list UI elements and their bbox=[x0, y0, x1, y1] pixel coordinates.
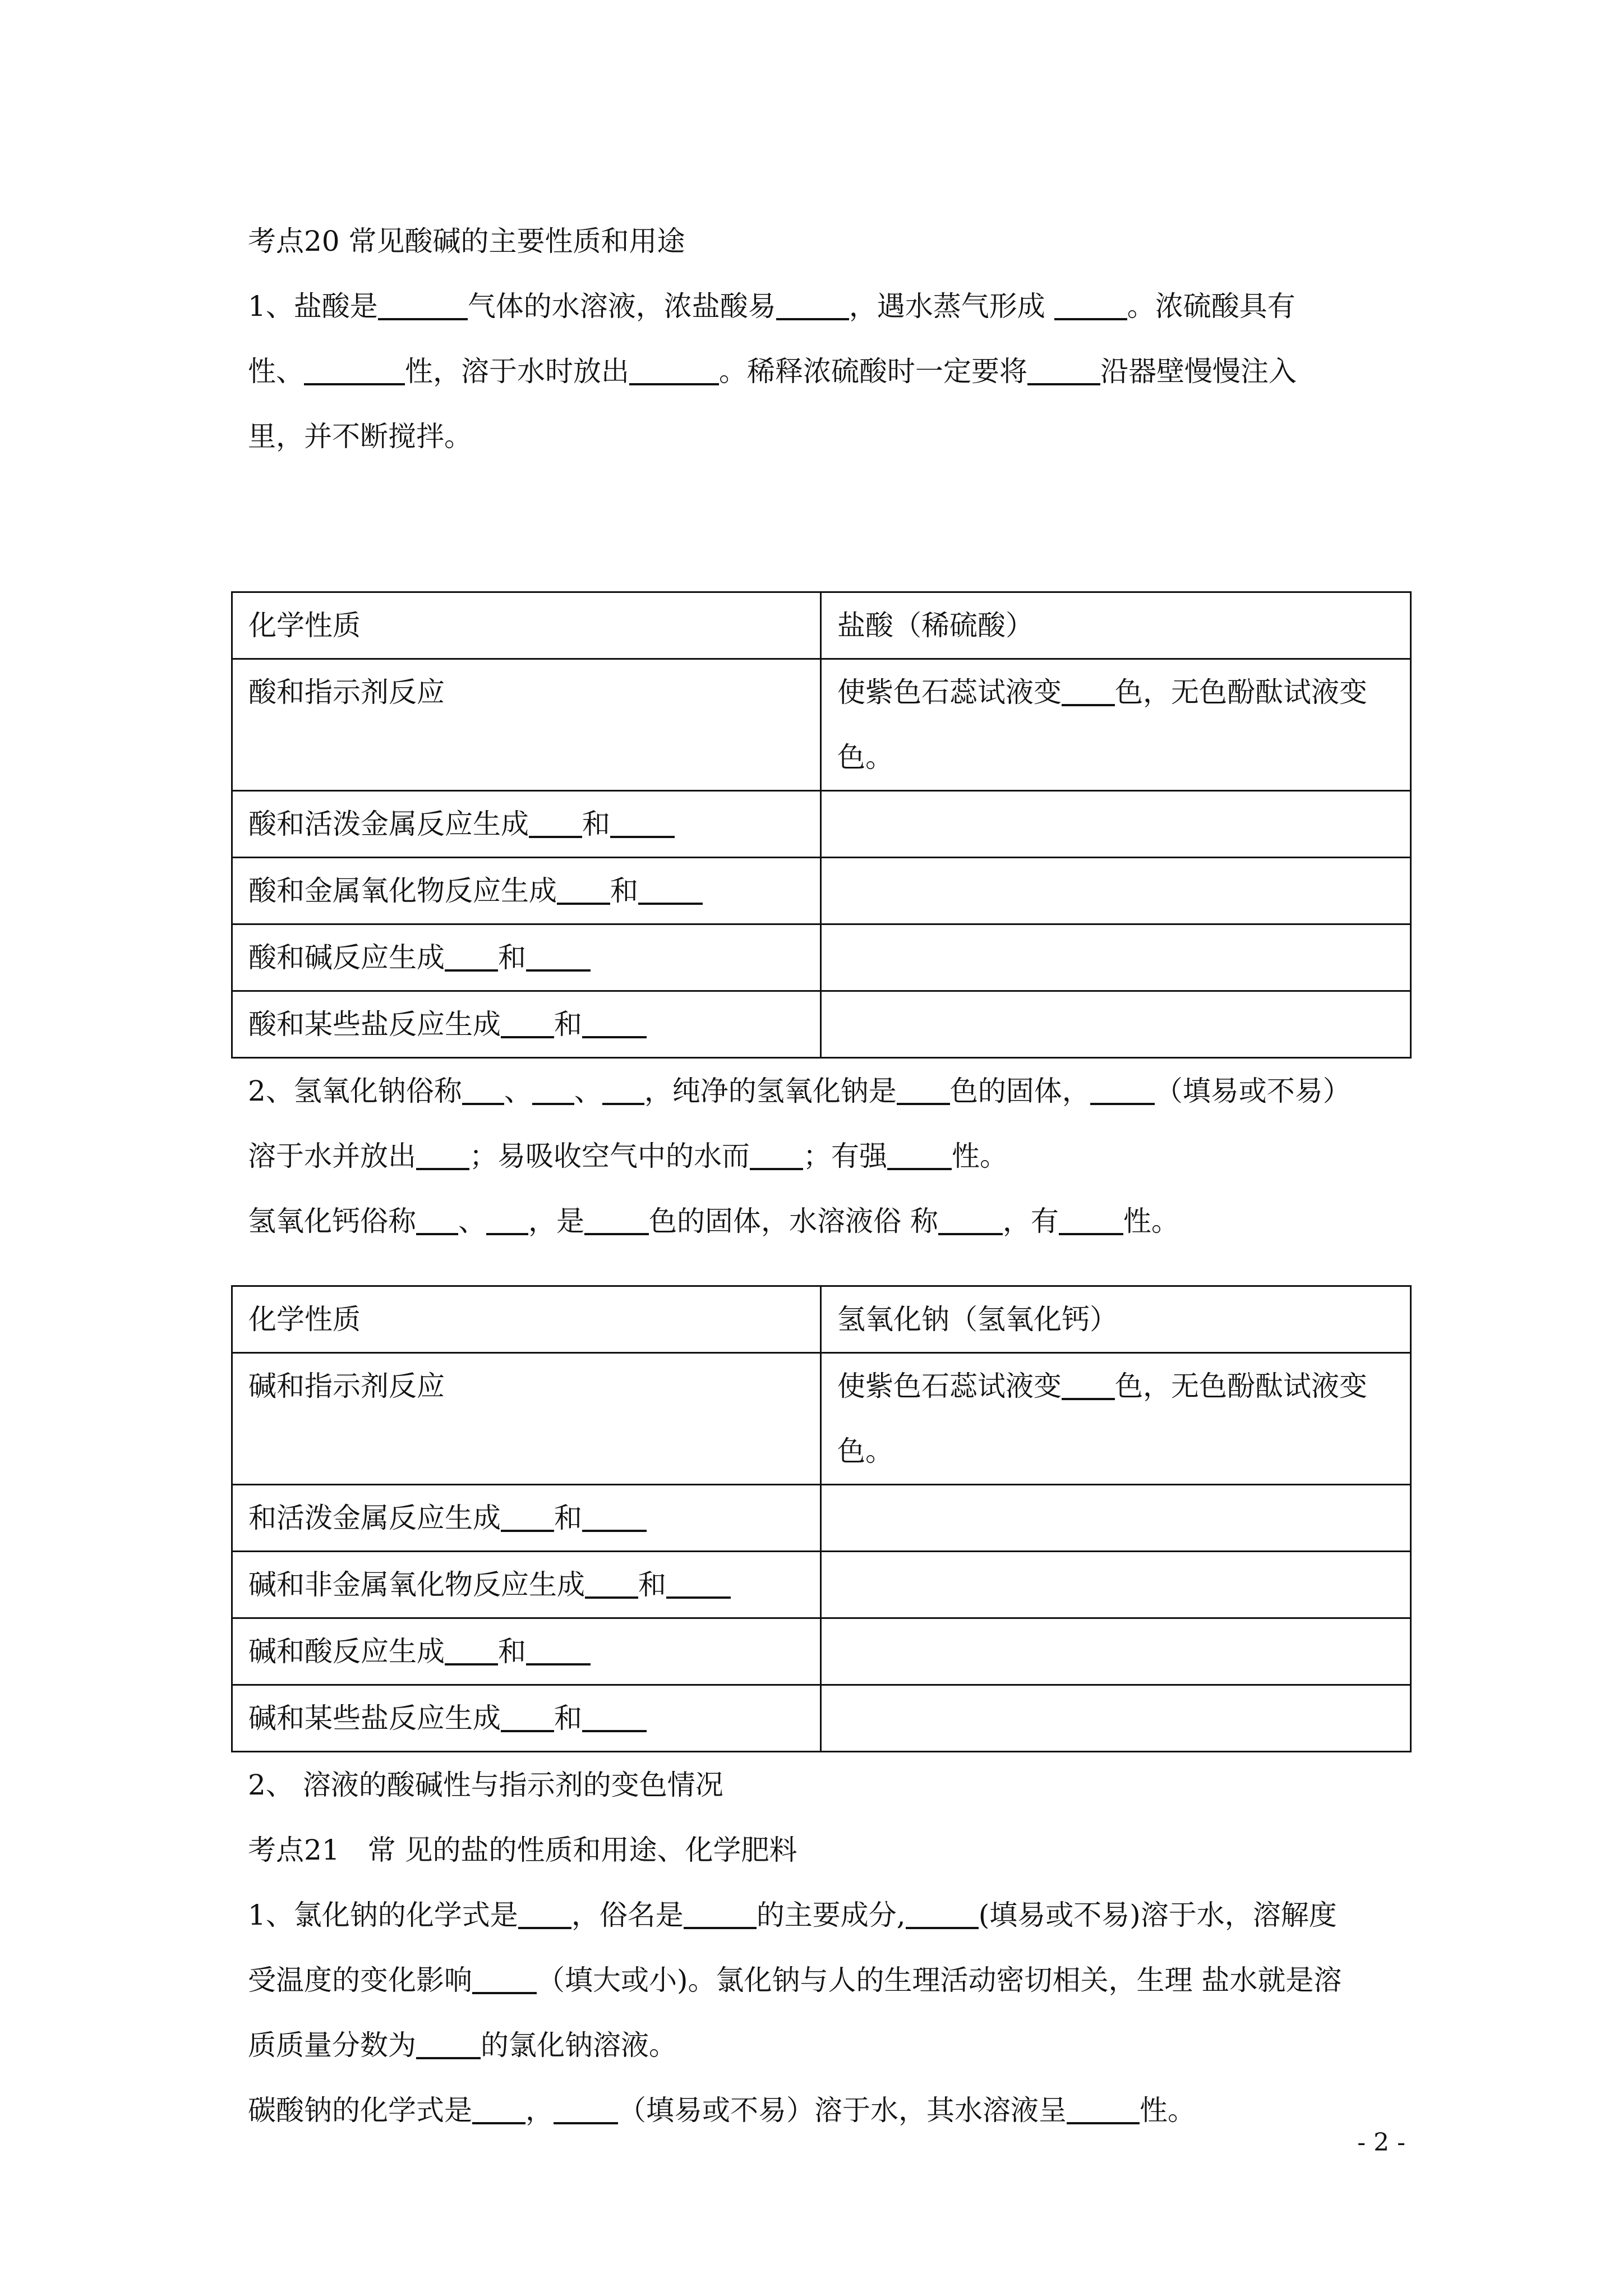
paragraph-sodium-hydroxide-line2: 溶于水并放出 ；易吸收空气中的水而 ；有强 性。 bbox=[248, 1124, 1403, 1189]
paragraph-calcium-hydroxide: 氢氧化钙俗称 、 ，是 色的固体，水溶液俗 称 ，有 性。 bbox=[248, 1189, 1403, 1254]
blank[interactable] bbox=[584, 1200, 649, 1235]
blank[interactable] bbox=[1054, 286, 1127, 320]
blank[interactable] bbox=[582, 1004, 647, 1038]
heading-topic-20: 考点20 常见酸碱的主要性质和用途 bbox=[248, 225, 685, 257]
blank[interactable] bbox=[501, 1004, 554, 1038]
blank[interactable] bbox=[666, 1564, 731, 1599]
blank[interactable] bbox=[526, 937, 591, 972]
blank[interactable] bbox=[557, 870, 610, 905]
blank[interactable] bbox=[445, 1631, 498, 1665]
blank[interactable] bbox=[1067, 2090, 1140, 2124]
blank[interactable] bbox=[1027, 351, 1100, 385]
table-row bbox=[232, 1685, 1411, 1752]
blank[interactable] bbox=[462, 1070, 504, 1105]
blank[interactable] bbox=[776, 286, 849, 320]
page-number: - 2 - bbox=[1357, 2128, 1405, 2157]
paragraph-hydrochloric-acid-line2: 性、 性，溶于水时放出 。稀释浓硫酸时一定要将 沿器壁慢慢注入 bbox=[248, 339, 1403, 404]
blank[interactable] bbox=[378, 286, 468, 320]
blank[interactable] bbox=[1062, 1365, 1115, 1400]
blank[interactable] bbox=[416, 1135, 469, 1170]
document-content bbox=[248, 209, 1403, 2143]
blank[interactable] bbox=[501, 1497, 554, 1532]
blank[interactable] bbox=[501, 1697, 554, 1732]
blank[interactable] bbox=[684, 1894, 757, 1929]
paragraph-hydrochloric-acid-line3: 里，并不断搅拌。 bbox=[248, 420, 472, 453]
blank[interactable] bbox=[629, 351, 719, 385]
table-cell: 酸和活泼金属反应生成 和 bbox=[232, 791, 821, 858]
table-cell[interactable] bbox=[821, 1618, 1411, 1685]
blank[interactable] bbox=[897, 1070, 950, 1105]
paragraph-sodium-chloride-line1: 1、氯化钠的化学式是 ，俗名是 的主要成分, (填易或不易)溶于水，溶解度 bbox=[248, 1883, 1403, 1948]
table-cell: 酸和某些盐反应生成 和 bbox=[232, 991, 821, 1058]
blank[interactable] bbox=[1090, 1070, 1155, 1105]
paragraph-sodium-hydroxide-line1: 2、氢氧化钠俗称 、 、 ，纯净的氢氧化钠是 色的固体， （填易或不易） bbox=[248, 1059, 1403, 1124]
table-cell[interactable] bbox=[821, 791, 1411, 858]
table-header-cell: 氢氧化钠（氢氧化钙） bbox=[821, 1286, 1411, 1353]
table-header-cell: 化学性质 bbox=[232, 1286, 821, 1353]
table-cell: 酸和金属氧化物反应生成 和 bbox=[232, 858, 821, 924]
table-row bbox=[232, 924, 1411, 991]
table-cell: 酸和碱反应生成 和 bbox=[232, 924, 821, 991]
table-cell[interactable] bbox=[821, 1552, 1411, 1618]
blank[interactable] bbox=[416, 2024, 481, 2059]
blank[interactable] bbox=[585, 1564, 638, 1599]
table-cell[interactable] bbox=[821, 1685, 1411, 1752]
table-cell: 和活泼金属反应生成 和 bbox=[232, 1485, 821, 1552]
blank[interactable] bbox=[304, 351, 405, 385]
blank[interactable] bbox=[526, 1631, 591, 1665]
table-header-row bbox=[232, 1286, 1411, 1353]
table-row bbox=[232, 1552, 1411, 1618]
paragraph-sodium-chloride-line2: 受温度的变化影响 （填大或小)。氯化钠与人的生理活动密切相关，生理 盐水就是溶 bbox=[248, 1948, 1403, 2013]
table-row bbox=[232, 659, 1411, 791]
table-row bbox=[232, 991, 1411, 1058]
blank[interactable] bbox=[472, 2090, 525, 2124]
paragraph-sodium-carbonate: 碳酸钠的化学式是 ， （填易或不易）溶于水，其水溶液呈 性。 bbox=[248, 2078, 1403, 2143]
table-cell: 使紫色石蕊试液变 色，无色酚酞试液变 色。 bbox=[821, 1353, 1411, 1485]
blank[interactable] bbox=[638, 870, 703, 905]
blank[interactable] bbox=[1059, 1200, 1123, 1235]
blank[interactable] bbox=[906, 1894, 979, 1929]
blank[interactable] bbox=[602, 1070, 644, 1105]
blank[interactable] bbox=[610, 803, 675, 838]
base-properties-table bbox=[231, 1285, 1412, 1752]
table-header-cell: 盐酸（稀硫酸） bbox=[821, 592, 1411, 659]
table-cell: 碱和某些盐反应生成 和 bbox=[232, 1685, 821, 1752]
blank[interactable] bbox=[582, 1697, 647, 1732]
blank[interactable] bbox=[518, 1894, 571, 1929]
table-header-cell: 化学性质 bbox=[232, 592, 821, 659]
paragraph-sodium-chloride-line3: 质质量分数为 的氯化钠溶液。 bbox=[248, 2013, 1403, 2078]
table-cell: 碱和酸反应生成 和 bbox=[232, 1618, 821, 1685]
blank[interactable] bbox=[529, 803, 582, 838]
table-row bbox=[232, 1618, 1411, 1685]
blank[interactable] bbox=[416, 1200, 458, 1235]
blank[interactable] bbox=[887, 1135, 952, 1170]
blank[interactable] bbox=[532, 1070, 574, 1105]
table-row bbox=[232, 858, 1411, 924]
table-header-row bbox=[232, 592, 1411, 659]
blank[interactable] bbox=[445, 937, 498, 972]
table-row bbox=[232, 1485, 1411, 1552]
table-cell[interactable] bbox=[821, 991, 1411, 1058]
table-row bbox=[232, 1353, 1411, 1485]
heading-topic-21: 考点21 常 见的盐的性质和用途、化学肥料 bbox=[248, 1834, 797, 1866]
blank[interactable] bbox=[554, 2090, 618, 2124]
paragraph-hydrochloric-acid-line1: 1、盐酸是 气体的水溶液，浓盐酸易 ，遇水蒸气形成 。浓硫酸具有 bbox=[248, 274, 1403, 339]
blank[interactable] bbox=[938, 1200, 1003, 1235]
table-cell[interactable] bbox=[821, 1485, 1411, 1552]
blank[interactable] bbox=[472, 1959, 537, 1994]
acid-properties-table bbox=[231, 591, 1412, 1059]
table-row bbox=[232, 791, 1411, 858]
blank[interactable] bbox=[750, 1135, 803, 1170]
table-cell[interactable] bbox=[821, 858, 1411, 924]
table-cell: 使紫色石蕊试液变 色，无色酚酞试液变 色。 bbox=[821, 659, 1411, 791]
table-cell: 碱和非金属氧化物反应生成 和 bbox=[232, 1552, 821, 1618]
table-cell: 酸和指示剂反应 bbox=[232, 659, 821, 791]
table-cell[interactable] bbox=[821, 924, 1411, 991]
paragraph-indicator-color: 2、 溶液的酸碱性与指示剂的变色情况 bbox=[248, 1769, 723, 1801]
blank[interactable] bbox=[1062, 671, 1115, 706]
table-cell: 碱和指示剂反应 bbox=[232, 1353, 821, 1485]
blank[interactable] bbox=[486, 1200, 528, 1235]
blank[interactable] bbox=[582, 1497, 647, 1532]
